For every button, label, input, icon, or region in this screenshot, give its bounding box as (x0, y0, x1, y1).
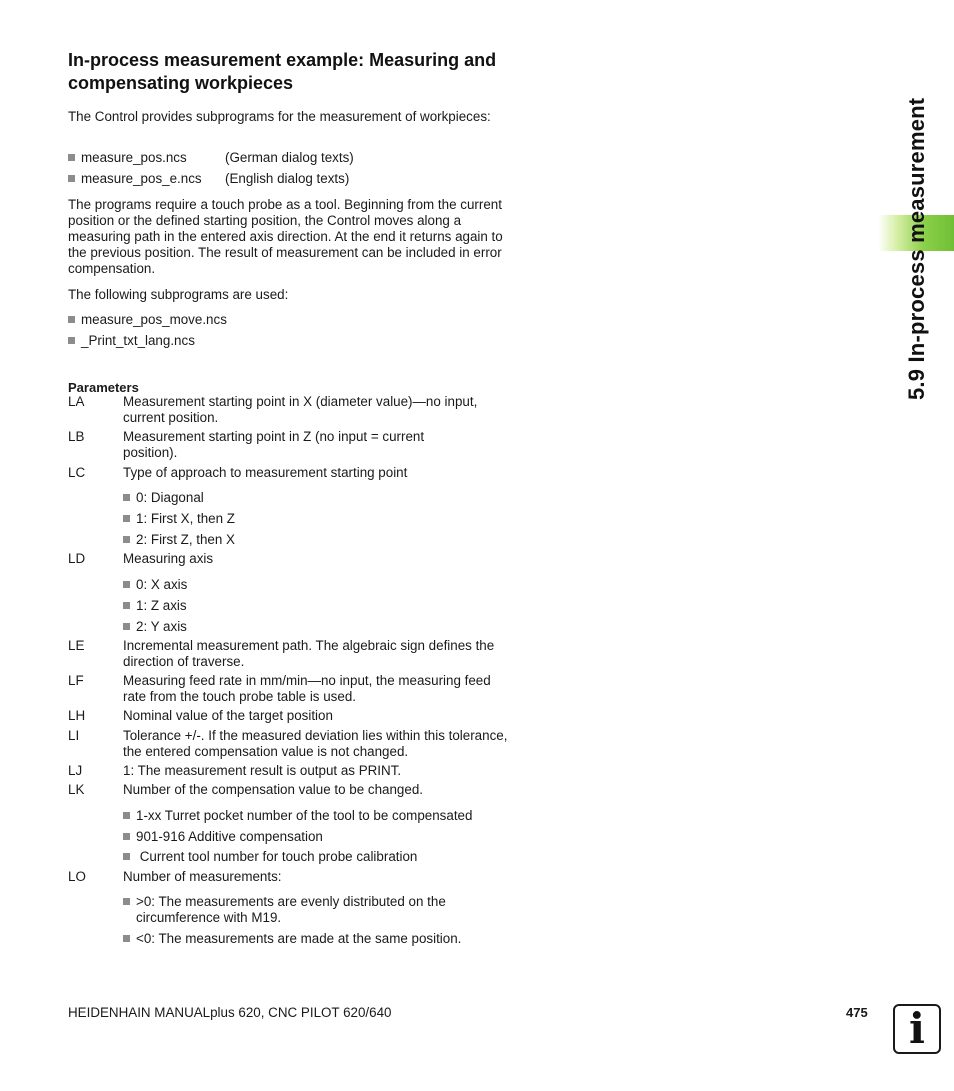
param-desc: Number of measurements: (123, 869, 282, 884)
param-desc: Measuring feed rate in mm/min—no input, the measuring feed rate from the touch probe table is used. (123, 673, 491, 704)
bullet-square-icon (68, 154, 75, 161)
bullet-square-icon (123, 494, 130, 501)
list-item-file-german (68, 150, 354, 166)
bullet-square-icon (123, 536, 130, 543)
file-desc: (German dialog texts) (225, 150, 354, 165)
param-key: LO (68, 869, 86, 884)
list-item-subprogram: measure_pos_move.ncs (68, 312, 227, 328)
file-name: measure_pos_e.ncs (81, 171, 202, 186)
option-item: 0: X axis (123, 577, 523, 593)
param-key: LF (68, 673, 84, 688)
bullet-square-icon (123, 853, 130, 860)
param-key: LD (68, 551, 86, 566)
param-desc: Measuring axis (123, 551, 214, 566)
param-desc: Number of the compensation value to be changed. (123, 782, 423, 797)
param-desc: Measurement starting point in X (diameter value)—no input, current position. (123, 394, 478, 425)
option-item: 1-xx Turret pocket number of the tool to be compensated (123, 808, 523, 824)
page-title: In-process measurement example: Measuring and compensating workpieces (68, 50, 497, 93)
bullet-square-icon (123, 581, 130, 588)
intro-text: The Control provides subprograms for the measurement of workpieces: (68, 109, 491, 124)
param-key: LH (68, 708, 86, 723)
option-item: 0: Diagonal (123, 490, 523, 506)
list-item-file-english (68, 171, 349, 187)
param-key: LB (68, 429, 85, 444)
page-number: 475 (846, 1005, 868, 1020)
bullet-square-icon (123, 623, 130, 630)
description-text: The programs require a touch probe as a tool. Beginning from the current position or the defined starting position, the Control moves along a measuring path in the entered axis direction. At the end it returns again to the previous position. The result of measurement can be included in error compensation. (68, 197, 503, 276)
param-desc: Incremental measurement path. The algebraic sign defines the direction of traverse. (123, 638, 495, 669)
param-key: LC (68, 465, 86, 480)
param-desc: Measurement starting point in Z (no input = current position). (123, 429, 425, 460)
list-item-subprogram: _Print_txt_lang.ncs (68, 333, 195, 349)
option-item: >0: The measurements are evenly distributed on the circumference with M19. (123, 894, 523, 926)
option-item: Current tool number for touch probe calibration (123, 849, 523, 865)
bullet-square-icon (123, 515, 130, 522)
param-key: LA (68, 394, 85, 409)
file-name: measure_pos.ncs (81, 150, 187, 165)
param-desc: Tolerance +/-. If the measured deviation lies within this tolerance, the entered compensation value is not changed. (123, 728, 508, 759)
param-key: LE (68, 638, 85, 653)
param-key: LK (68, 782, 85, 797)
bullet-square-icon (123, 812, 130, 819)
info-icon: i (893, 1004, 941, 1054)
bullet-square-icon (123, 833, 130, 840)
param-key: LJ (68, 763, 83, 778)
parameters-heading: Parameters (68, 380, 139, 395)
option-item: 901-916 Additive compensation (123, 829, 523, 845)
option-item: 1: First X, then Z (123, 511, 523, 527)
option-item: <0: The measurements are made at the same position. (123, 931, 523, 947)
chapter-side-title: 5.9 In-process measurement (904, 97, 929, 400)
bullet-square-icon (68, 337, 75, 344)
param-desc: Type of approach to measurement starting point (123, 465, 408, 480)
bullet-square-icon (123, 935, 130, 942)
option-item: 2: First Z, then X (123, 532, 523, 548)
bullet-square-icon (68, 316, 75, 323)
option-item: 1: Z axis (123, 598, 523, 614)
subprograms-intro: The following subprograms are used: (68, 287, 289, 302)
param-desc: 1: The measurement result is output as PRINT. (123, 763, 402, 778)
param-desc: Nominal value of the target position (123, 708, 333, 723)
footer-text: HEIDENHAIN MANUALplus 620, CNC PILOT 620/640 (68, 1005, 392, 1020)
param-key: LI (68, 728, 80, 743)
bullet-square-icon (123, 898, 130, 905)
bullet-square-icon (123, 602, 130, 609)
option-item: 2: Y axis (123, 619, 523, 635)
bullet-square-icon (68, 175, 75, 182)
file-desc: (English dialog texts) (225, 171, 350, 186)
